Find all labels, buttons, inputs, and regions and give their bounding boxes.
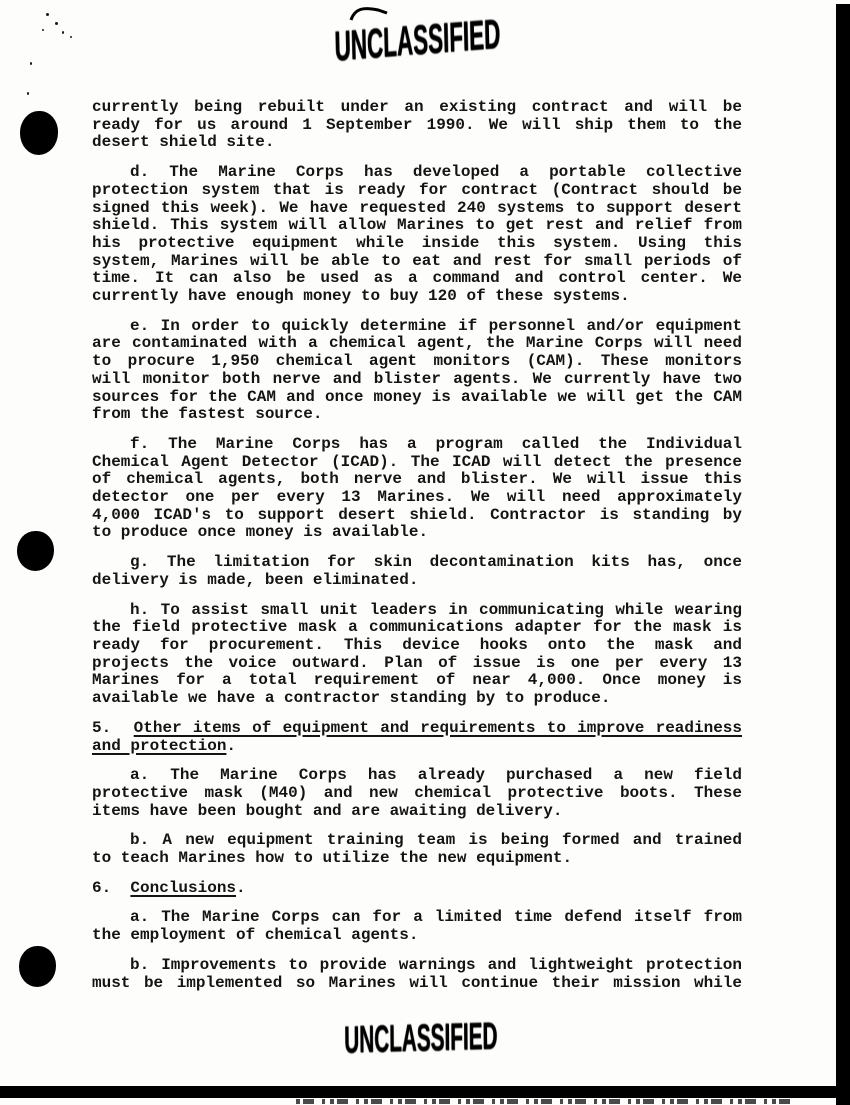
plain-text: . <box>226 736 237 755</box>
text-line <box>92 720 742 738</box>
para-f-icad <box>92 436 742 542</box>
text-line: must be implemented so Marines will continue their mission while <box>92 973 742 992</box>
text-line: to procure 1,950 chemical agent monitors (CAM). These monitors <box>92 352 742 371</box>
para-d-collective-protection <box>92 164 742 306</box>
underlined-text: Conclusions <box>130 878 237 897</box>
text-line: b. A new equipment training team is being formed and trained <box>130 831 742 850</box>
text-line: h. To assist small unit leaders in communicating while wearing <box>130 600 742 619</box>
text-line: f. The Marine Corps has a program called the Individual <box>130 434 742 453</box>
scan-speckle <box>46 13 49 16</box>
text-line: are contaminated with a chemical agent, the Marine Corps will need <box>92 334 742 353</box>
text-line: Marines for a total requirement of near 4,000. Once money is <box>92 671 742 690</box>
text-line: protective mask (M40) and new chemical protective boots. These <box>92 783 742 802</box>
text-line: currently being rebuilt under an existing contract and will be <box>92 98 742 116</box>
underlined-text: Other items of equipment and requirements to improve readiness <box>133 718 743 737</box>
unclassified-stamp-top: UNCLASSIFIED <box>334 11 501 71</box>
heading-5-other-items <box>92 720 742 755</box>
para-6a-limited-defense <box>92 909 742 944</box>
text-line: system, Marines will be able to eat and rest for small periods of <box>92 251 742 270</box>
text-line: 4,000 ICAD's to support desert shield. Contractor is standing by <box>92 505 742 524</box>
text-line: from the fastest source. <box>92 405 323 424</box>
text-line: ready for procurement. This device hooks onto the mask and <box>92 635 742 654</box>
text-line: ready for us around 1 September 1990. We will ship them to the <box>92 115 742 134</box>
text-line: Chemical Agent Detector (ICAD). The ICAD will detect the presence <box>92 452 742 471</box>
text-line: projects the voice outward. Plan of issue is one per every 13 <box>92 653 742 672</box>
scan-speckle <box>27 92 29 95</box>
right-edge-scan-bar <box>836 4 850 1105</box>
text-line: currently have enough money to buy 120 of these systems. <box>92 287 630 306</box>
underlined-text: and protection <box>92 736 227 755</box>
hole-punch-mark <box>19 946 56 987</box>
hole-punch-mark <box>17 531 54 571</box>
text-line: of chemical agents, both nerve and blister. We will issue this <box>92 470 742 489</box>
para-h-communications-adapter <box>92 602 742 708</box>
scan-speckle <box>55 22 58 25</box>
plain-text: 5. <box>92 718 134 737</box>
text-line: g. The limitation for skin decontamination kits has, once <box>130 553 742 572</box>
text-line: the employment of chemical agents. <box>92 926 419 945</box>
text-line: b. Improvements to provide warnings and lightweight protection <box>130 955 742 974</box>
text-line: protection system that is ready for contract (Contract should be <box>92 180 742 199</box>
text-line: to produce once money is available. <box>92 523 429 542</box>
bottom-scan-bar <box>0 1086 850 1098</box>
scan-speckle <box>42 29 44 31</box>
text-line: sources for the CAM and once money is available we will get the CAM <box>92 387 742 406</box>
text-line: e. In order to quickly determine if personnel and/or equipment <box>130 316 742 335</box>
text-line: d. The Marine Corps has developed a portable collective <box>130 163 742 182</box>
text-line: detector one per every 13 Marines. We will need approximately <box>92 488 742 507</box>
text-line: time. It can also be used as a command and control center. We <box>92 269 742 288</box>
cut-off-text-edge <box>296 1099 790 1104</box>
para-5a-mask-boots <box>92 767 742 820</box>
para-e-chemical-agent-monitors <box>92 318 742 424</box>
text-line <box>92 880 742 898</box>
para-g-skin-decontamination <box>92 554 742 589</box>
text-line: a. The Marine Corps can for a limited time defend itself from <box>130 908 742 927</box>
text-line: desert shield site. <box>92 133 275 152</box>
text-line: his protective equipment while inside this system. Using this <box>92 233 742 252</box>
scan-speckle <box>62 31 64 34</box>
text-line: will monitor both nerve and blister agents. We currently have two <box>92 369 742 388</box>
text-line: items have been bought and are awaiting delivery. <box>92 801 563 820</box>
para-6b-improvements <box>92 957 742 992</box>
plain-text: 6. <box>92 878 131 897</box>
text-line: delivery is made, been eliminated. <box>92 570 419 589</box>
scan-speckle <box>30 62 32 65</box>
text-line: to teach Marines how to utilize the new equipment. <box>92 849 573 868</box>
text-line: a. The Marine Corps has already purchased a new field <box>130 766 742 785</box>
text-line: the field protective mask a communications adapter for the mask is <box>92 618 742 637</box>
text-line: available we have a contractor standing by to produce. <box>92 689 611 708</box>
heading-6-conclusions <box>92 880 742 898</box>
para-5b-training-team <box>92 832 742 867</box>
para-continuation <box>92 99 742 152</box>
hole-punch-mark <box>20 111 58 155</box>
text-line: signed this week). We have requested 240 systems to support desert <box>92 198 742 217</box>
text-line: shield. This system will allow Marines to get rest and relief from <box>92 216 742 235</box>
text-line <box>92 738 742 756</box>
scan-speckle <box>70 36 72 38</box>
document-body <box>92 99 742 992</box>
plain-text: . <box>236 878 246 897</box>
unclassified-stamp-bottom: UNCLASSIFIED <box>344 1015 498 1062</box>
